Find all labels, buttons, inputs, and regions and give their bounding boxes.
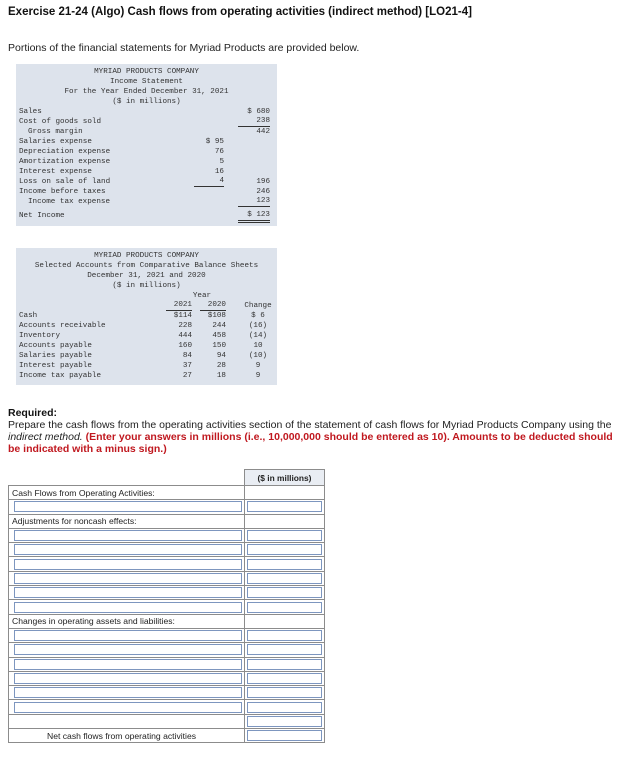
cash-flow-form <box>8 469 325 743</box>
is-label-tax: Income tax expense <box>28 198 111 206</box>
bs-row-2021: $114 <box>173 312 192 320</box>
is-label-income-before-taxes: Income before taxes <box>19 188 106 196</box>
section-title: Cash Flows from Operating Activities: <box>9 486 245 500</box>
form-spacer <box>245 514 325 528</box>
amount-input[interactable] <box>245 628 325 642</box>
bs-row-change: 10 <box>253 342 263 350</box>
is-label-gross-margin: Gross margin <box>28 128 83 136</box>
line-input[interactable] <box>9 543 245 557</box>
is-label-amortization: Amortization expense <box>19 158 111 166</box>
bs-period: December 31, 2021 and 2020 <box>87 272 206 280</box>
amount-input[interactable] <box>245 500 325 514</box>
amount-input[interactable] <box>245 714 325 728</box>
bs-row-label: Accounts payable <box>19 342 92 350</box>
bs-name: Selected Accounts from Comparative Balance Sheets <box>34 262 259 270</box>
bs-row-2021: 444 <box>178 332 192 340</box>
amount-input[interactable] <box>245 600 325 614</box>
bs-row-2020: 150 <box>212 342 226 350</box>
net-cash-flow-input[interactable] <box>245 729 325 743</box>
amount-input[interactable] <box>245 557 325 571</box>
balance-sheet <box>16 248 277 385</box>
is-label-depreciation: Depreciation expense <box>19 148 111 156</box>
is-value: $ 95 <box>205 138 224 146</box>
line-input[interactable] <box>9 600 245 614</box>
is-label-cogs: Cost of goods sold <box>19 118 102 126</box>
bs-row-change: (10) <box>248 352 268 360</box>
amount-input[interactable] <box>245 643 325 657</box>
bs-row-change: $ 6 <box>251 312 265 320</box>
adjustments-label: Adjustments for noncash effects: <box>9 514 245 528</box>
bs-row-label: Salaries payable <box>19 352 92 360</box>
is-value: $ 123 <box>238 211 270 223</box>
form-corner <box>9 470 245 486</box>
line-input[interactable] <box>9 557 245 571</box>
line-input[interactable] <box>9 686 245 700</box>
is-units: ($ in millions) <box>112 98 181 106</box>
is-value: 16 <box>214 168 224 176</box>
bs-row-2020: 94 <box>216 352 226 360</box>
bs-row-2020: 458 <box>212 332 226 340</box>
changes-label: Changes in operating assets and liabilities: <box>9 614 245 628</box>
bs-row-label: Interest payable <box>19 362 92 370</box>
income-statement <box>16 64 277 226</box>
bs-row-2021: 228 <box>178 322 192 330</box>
bs-row-2021: 27 <box>182 372 192 380</box>
line-input[interactable] <box>9 657 245 671</box>
bs-header-change: Change <box>244 302 272 310</box>
required-heading: Required: <box>8 407 58 419</box>
amount-input[interactable] <box>245 528 325 542</box>
line-input[interactable] <box>9 643 245 657</box>
bs-units: ($ in millions) <box>112 282 181 290</box>
bs-row-2020: 18 <box>216 372 226 380</box>
is-value: $ 680 <box>247 108 270 116</box>
is-label-loss-land: Loss on sale of land <box>19 178 111 186</box>
required-method: indirect method. <box>8 431 83 443</box>
form-spacer <box>9 714 245 728</box>
is-label-interest: Interest expense <box>19 168 92 176</box>
is-label-net-income: Net Income <box>19 212 65 220</box>
bs-row-change: (16) <box>248 322 268 330</box>
is-label-sales: Sales <box>19 108 42 116</box>
bs-row-label: Cash <box>19 312 38 320</box>
bs-row-2020: 28 <box>216 362 226 370</box>
form-spacer <box>245 614 325 628</box>
bs-row-2021: 160 <box>178 342 192 350</box>
exercise-title: Exercise 21-24 (Algo) Cash flows from operating activities (indirect method) [LO21-4] <box>8 6 472 18</box>
bs-company: MYRIAD PRODUCTS COMPANY <box>94 252 199 260</box>
line-input[interactable] <box>9 528 245 542</box>
is-value: 5 <box>219 158 224 166</box>
amount-input[interactable] <box>245 543 325 557</box>
amount-input[interactable] <box>245 671 325 685</box>
is-name: Income Statement <box>110 78 183 86</box>
required-note: (Enter your answers in millions (i.e., 10,000,000 should be entered as 10). Amounts to be deducted should be indicated with a minus sign.) <box>8 431 613 455</box>
line-input[interactable] <box>9 671 245 685</box>
amount-input[interactable] <box>245 700 325 714</box>
line-input[interactable] <box>9 500 245 514</box>
amount-input[interactable] <box>245 571 325 585</box>
is-value: 76 <box>214 148 224 156</box>
bs-header-2020: 2020 <box>200 301 226 311</box>
required-instructions: Prepare the cash flows from the operating activities section of the statement of cash flows for Myriad Products Company using the <box>8 419 612 431</box>
is-value: 196 <box>256 178 270 186</box>
net-cash-flow-label: Net cash flows from operating activities <box>9 729 245 743</box>
required-text <box>8 419 620 455</box>
line-input[interactable] <box>9 700 245 714</box>
units-header: ($ in millions) <box>245 470 325 486</box>
amount-input[interactable] <box>245 686 325 700</box>
bs-row-2020: $108 <box>207 312 226 320</box>
bs-row-label: Inventory <box>19 332 61 340</box>
bs-row-2020: 244 <box>212 322 226 330</box>
bs-year-label: Year <box>192 292 212 300</box>
amount-input[interactable] <box>245 586 325 600</box>
bs-row-change: 9 <box>255 372 261 380</box>
is-value: 123 <box>238 197 270 207</box>
bs-row-2021: 37 <box>182 362 192 370</box>
bs-row-label: Accounts receivable <box>19 322 106 330</box>
intro-text: Portions of the financial statements for Myriad Products are provided below. <box>8 42 360 54</box>
amount-input[interactable] <box>245 657 325 671</box>
bs-header-2021: 2021 <box>166 301 192 311</box>
bs-row-change: 9 <box>255 362 261 370</box>
is-value: 246 <box>256 188 270 196</box>
line-input[interactable] <box>9 571 245 585</box>
is-company: MYRIAD PRODUCTS COMPANY <box>94 68 199 76</box>
bs-row-label: Income tax payable <box>19 372 102 380</box>
is-period: For the Year Ended December 31, 2021 <box>64 88 229 96</box>
is-value: 4 <box>194 177 224 187</box>
line-input[interactable] <box>9 586 245 600</box>
is-label-salaries: Salaries expense <box>19 138 92 146</box>
bs-row-change: (14) <box>248 332 268 340</box>
is-value: 238 <box>238 117 270 127</box>
is-value: 442 <box>256 128 270 136</box>
bs-row-2021: 84 <box>182 352 192 360</box>
line-input[interactable] <box>9 628 245 642</box>
form-spacer <box>245 486 325 500</box>
